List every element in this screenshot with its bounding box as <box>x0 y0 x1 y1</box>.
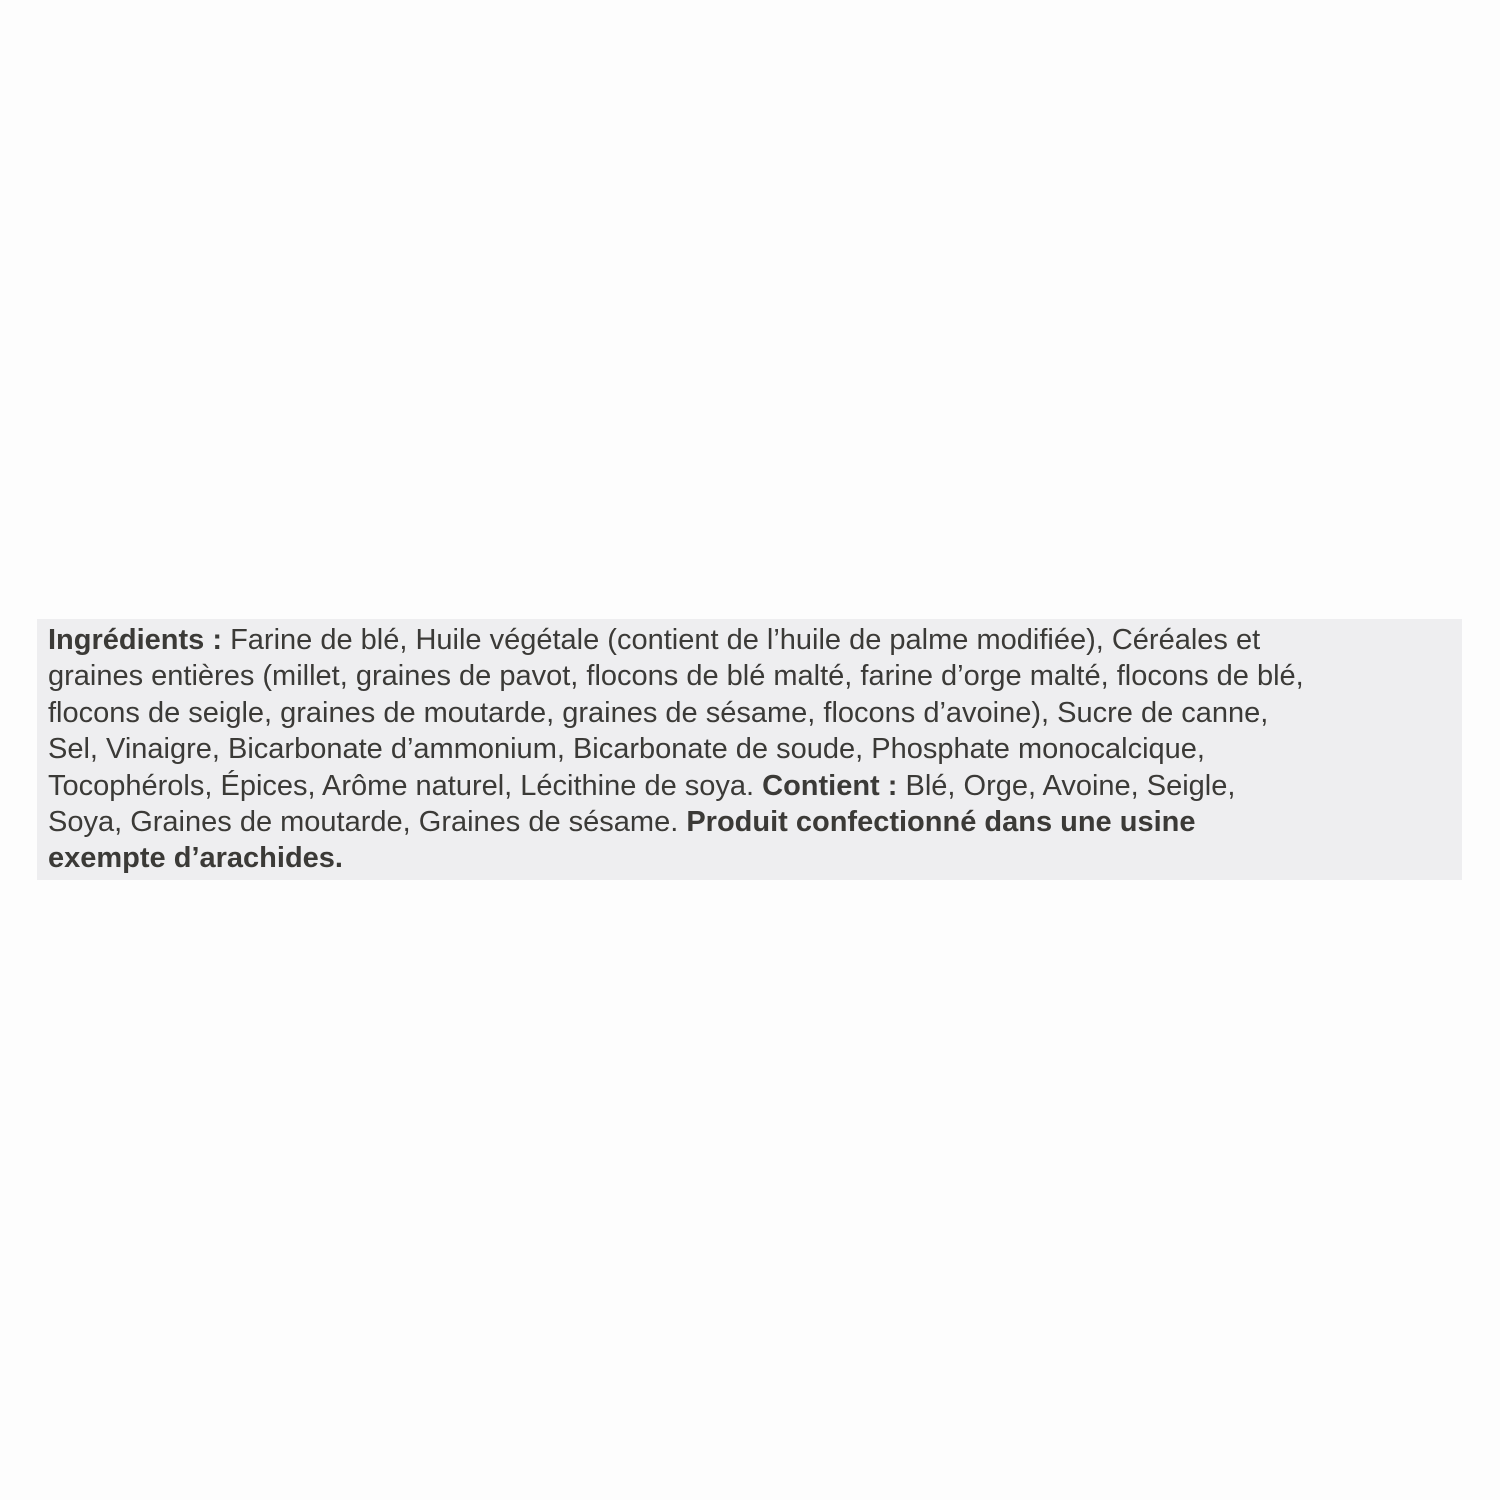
contains-heading: Contient : <box>762 769 898 802</box>
ingredients-heading: Ingrédients : <box>48 624 223 656</box>
allergen-statement: Produit confectionné dans une usine exempte d’arachides. <box>48 806 1196 875</box>
contains-list: Blé, Orge, Avoine, Seigle, Soya, Graines de moutarde, Graines de sésame. <box>48 769 1236 839</box>
ingredients-list: Farine de blé, Huile végétale (contient de l’huile de palme modifiée), Céréales et graines entières (millet, graines de pavot, flocons de blé malté, farine d’orge malté, flocons de blé, flocons de seigle, graines de moutarde, graines de sésame, flocons d’avoine), Sucre de canne, Sel, Vinaigre, Bicarbonate d’ammonium, Bicarbonate de soude, Phosphate monocalcique, Tocophérols, Épices, Arôme naturel, Lécithine de soya. <box>48 624 1304 802</box>
ingredients-panel <box>37 619 1462 880</box>
ingredients-paragraph <box>48 622 1462 877</box>
